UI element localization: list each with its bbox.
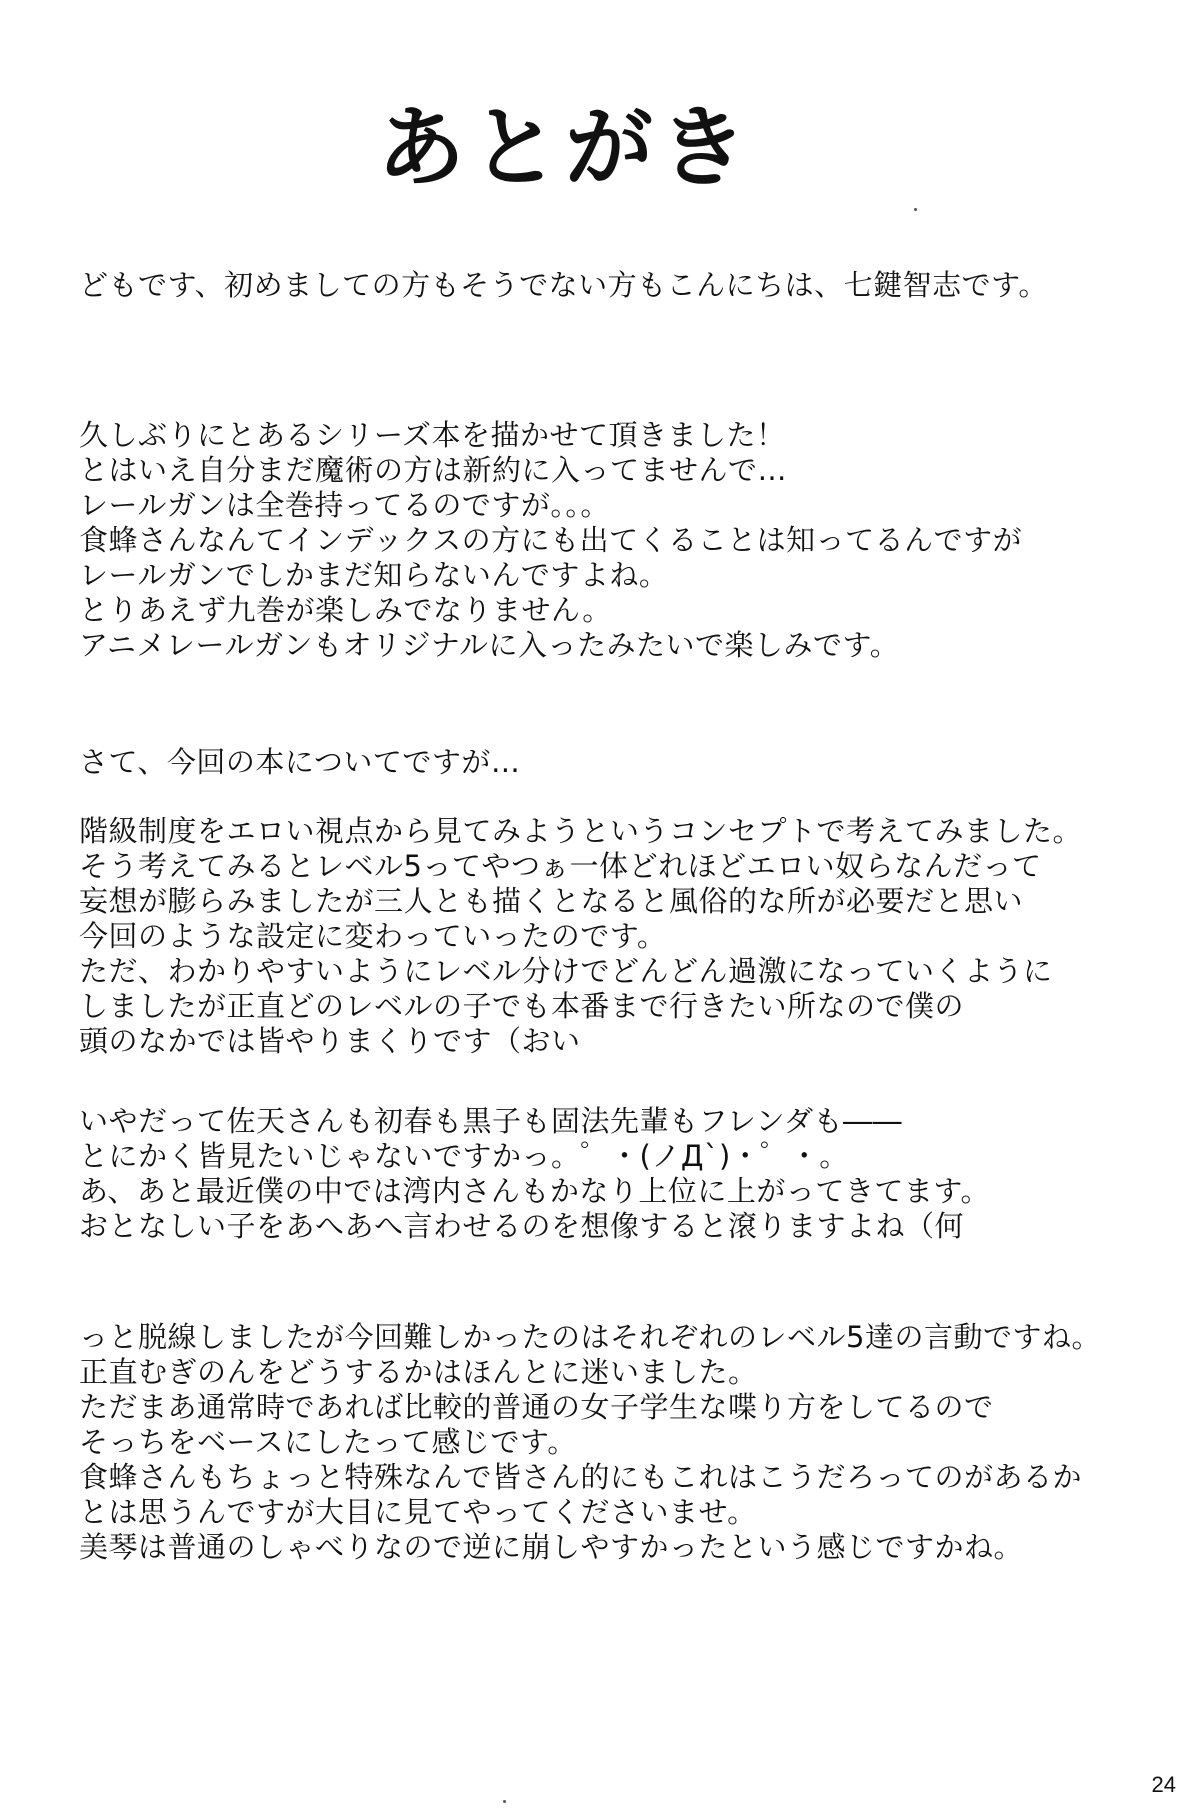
text-line: 美琴は普通のしゃべりなので逆に崩しやすかったという感じですかね。 — [79, 1530, 1024, 1564]
text-line: 妄想が膨らみましたが三人とも描くとなると風俗的な所が必要だと思い — [79, 884, 1024, 918]
text-line: 今回のような設定に変わっていったのです。 — [79, 919, 667, 953]
text-line: ただ、わかりやすいようにレベル分けでどんどん過激になっていくように — [79, 954, 1053, 988]
text-line: しましたが正直どのレベルの子でも本番まで行きたい所なので僕の — [79, 989, 965, 1023]
paragraph-characters — [79, 1104, 1139, 1244]
text-line: いやだって佐天さんも初春も黒子も固法先輩もフレンダも―― — [79, 1104, 902, 1138]
paragraph-series — [79, 418, 1139, 663]
paragraph-concept — [79, 814, 1139, 1059]
text-line: アニメレールガンもオリジナルに入ったみたいで楽しみです。 — [79, 628, 900, 662]
text-line: そう考えてみるとレベル5ってやつぁ一体どれほどエロい奴らなんだって — [79, 849, 1042, 883]
page-number: 24 — [1151, 1772, 1176, 1797]
text-line: 食蜂さんもちょっと特殊なんで皆さん的にもこれはこうだろってのがあるか — [79, 1460, 1083, 1494]
text-line: ただまあ通常時であれば比較的普通の女子学生な喋り方をしてるので — [79, 1390, 994, 1424]
text-line: 頭のなかでは皆やりまくりです（おい — [79, 1024, 581, 1058]
paragraph-level5 — [79, 1320, 1139, 1565]
text-line: とりあえず九巻が楽しみでなりません。 — [79, 593, 612, 627]
text-line: さて、今回の本についてですが… — [79, 745, 521, 779]
scan-speck — [914, 208, 917, 211]
paragraph-intro — [79, 745, 1139, 780]
text-line: 正直むぎのんをどうするかはほんとに迷いました。 — [79, 1355, 758, 1389]
page-title: あとがき — [376, 95, 753, 199]
text-line: おとなしい子をあへあへ言わせるのを想像すると滾りますよね（何 — [79, 1209, 965, 1243]
text-line: 久しぶりにとあるシリーズ本を描かせて頂きました！ — [79, 418, 786, 452]
text-line: とにかく皆見たいじゃないですかっ。゜・(ノД`)・゜・。 — [79, 1139, 849, 1173]
text-line: レールガンでしかまだ知らないんですよね。 — [79, 558, 669, 592]
text-line: とはいえ自分まだ魔術の方は新約に入ってませんで… — [79, 453, 788, 487]
text-line: どもです、初めましての方もそうでない方もこんにちは、七鍵智志です。 — [79, 268, 1048, 302]
text-line: そっちをベースにしたって感じです。 — [79, 1425, 577, 1459]
paragraph-greeting — [79, 268, 1139, 303]
text-line: とは思うんですが大目に見てやってくださいませ。 — [79, 1495, 757, 1529]
text-line: レールガンは全巻持ってるのですが。。。 — [79, 488, 610, 522]
text-line: あ、あと最近僕の中では湾内さんもかなり上位に上がってきてます。 — [79, 1174, 991, 1208]
text-line: っと脱線しましたが今回難しかったのはそれぞれのレベル5達の言動ですね。 — [79, 1320, 1101, 1354]
scan-speck — [503, 1800, 506, 1803]
text-line: 食蜂さんなんてインデックスの方にも出てくることは知ってるんですが — [79, 523, 1023, 557]
text-line: 階級制度をエロい視点から見てみようというコンセプトで考えてみました。 — [79, 814, 1083, 848]
